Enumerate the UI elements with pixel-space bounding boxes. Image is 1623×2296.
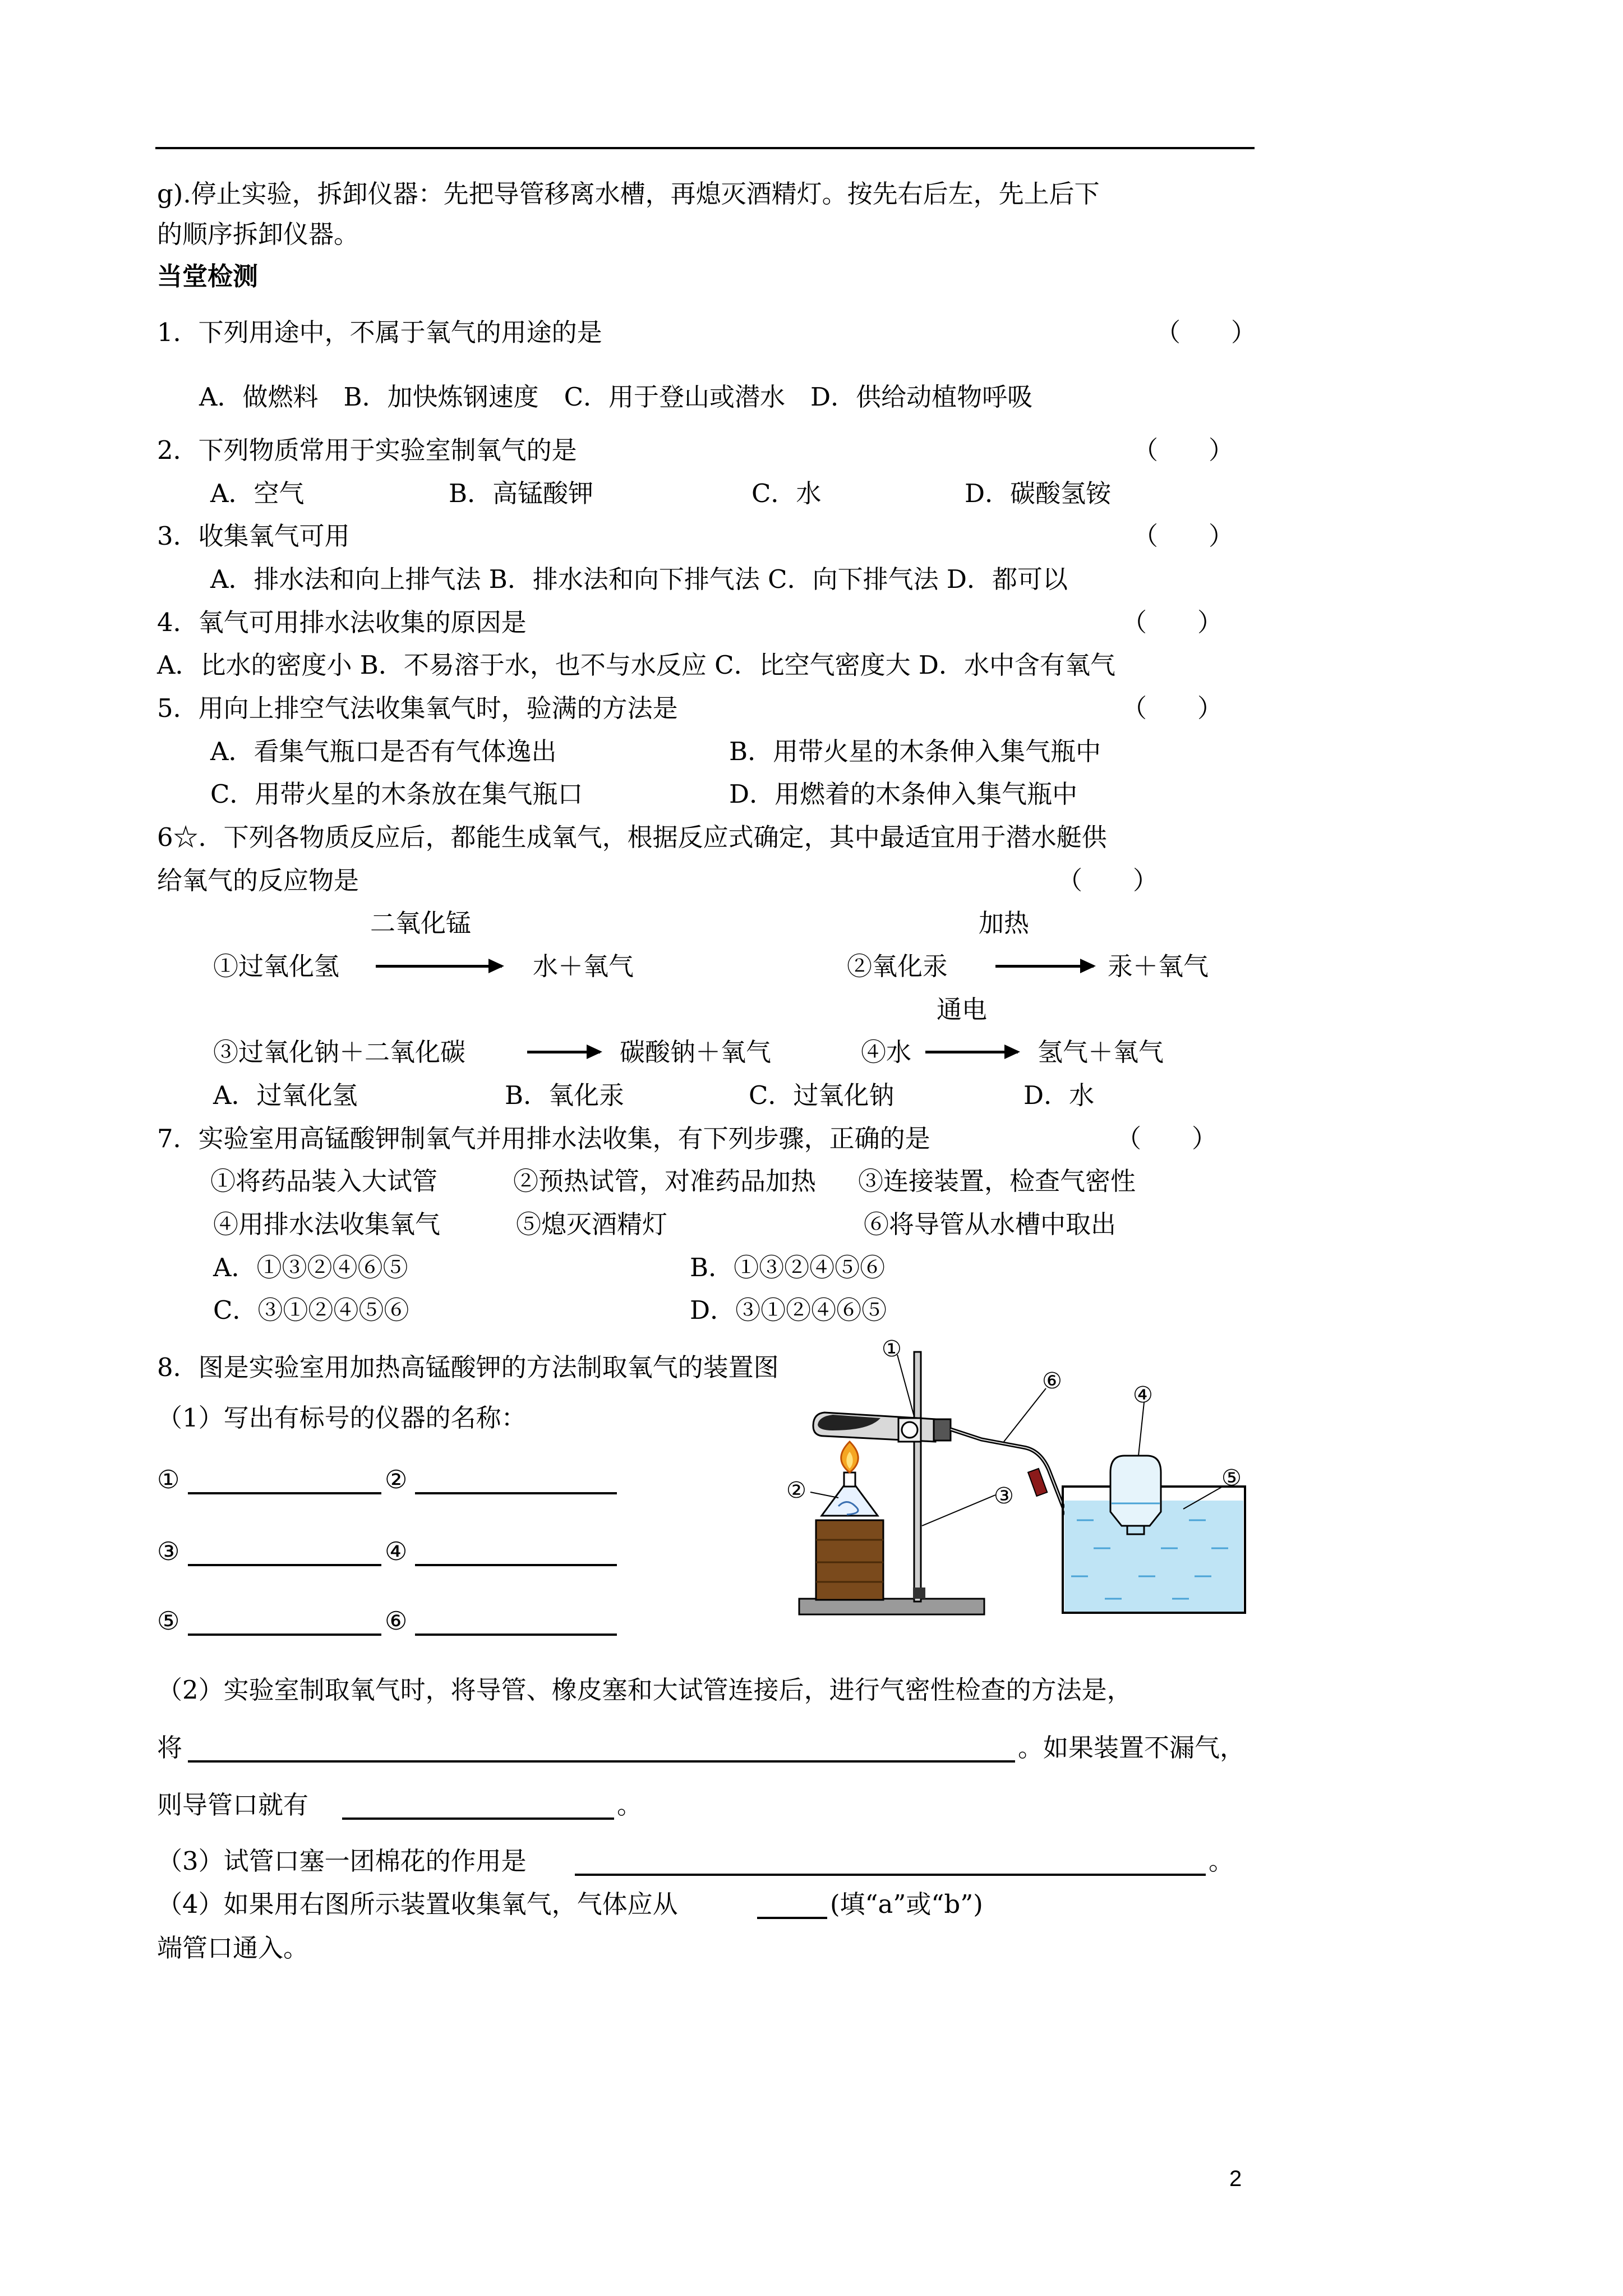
q8-sub4: （4）如果用右图所示装置收集氧气，气体应从 <box>157 1889 678 1919</box>
q5-stem: 5．用向上排空气法收集氧气时，验满的方法是 <box>157 693 678 723</box>
q2-option-c: C．水 <box>751 478 822 508</box>
figure-label-3: ③ <box>994 1483 1014 1509</box>
q8-sub3-end: 。 <box>1209 1846 1234 1876</box>
q6-option-d: D．水 <box>1023 1080 1095 1110</box>
q7-option-a: A．①③②④⑥⑤ <box>213 1253 408 1282</box>
figure-label-5: ⑤ <box>1221 1465 1242 1491</box>
reaction3-left: ③过氧化钠＋二氧化碳 <box>213 1037 466 1067</box>
reaction3-right: 碳酸钠＋氧气 <box>620 1037 772 1067</box>
reaction4-condition: 通电 <box>937 995 988 1024</box>
q6-line2: 给氧气的反应物是 <box>157 866 359 895</box>
q8-sub4-line2: 端管口通入。 <box>157 1933 309 1963</box>
blank1-line[interactable] <box>188 1492 381 1494</box>
q8-sub3: （3）试管口塞一团棉花的作用是 <box>157 1846 527 1876</box>
q7-step3: ③连接装置，检查气密性 <box>858 1166 1136 1196</box>
q7-option-d: D．③①②④⑥⑤ <box>690 1295 887 1325</box>
q5-option-c: C．用带火星的木条放在集气瓶口 <box>210 779 583 809</box>
blank5-line[interactable] <box>188 1634 381 1636</box>
blank2-line[interactable] <box>415 1492 617 1494</box>
step-g-line1: g).停止实验，拆卸仪器：先把导管移离水槽，再熄灭酒精灯。按先右后左，先上后下 <box>157 179 1100 209</box>
q7-option-b: B．①③②④⑤⑥ <box>690 1253 886 1282</box>
q2-option-b: B．高锰酸钾 <box>449 478 594 508</box>
reaction2-condition: 加热 <box>979 908 1030 938</box>
blank5-label: ⑤ <box>157 1606 180 1636</box>
q8-sub2-suffix: 。如果装置不漏气， <box>1018 1733 1246 1763</box>
reaction3-arrow <box>527 1051 600 1053</box>
q4-stem: 4．氧气可用排水法收集的原因是 <box>157 608 527 637</box>
section-title: 当堂检测 <box>157 261 259 291</box>
q8-sub1: （1）写出有标号的仪器的名称： <box>157 1403 527 1433</box>
blank3-label: ③ <box>157 1536 180 1566</box>
reaction1-condition: 二氧化锰 <box>370 908 472 938</box>
q7-bracket: （ ） <box>1116 1124 1218 1153</box>
q5-bracket: （ ） <box>1122 693 1223 723</box>
reaction1-arrow <box>376 965 502 968</box>
q8-sub4-end: (填“a”或“b”) <box>830 1889 983 1919</box>
figure-label-4: ④ <box>1133 1382 1153 1408</box>
q6-bracket: （ ） <box>1057 866 1159 895</box>
blank4-line[interactable] <box>415 1564 617 1566</box>
q6-option-b: B．氧化汞 <box>505 1080 625 1110</box>
q2-option-a: A．空气 <box>210 478 305 508</box>
page-number: 2 <box>1229 2166 1242 2191</box>
q7-step6: ⑥将导管从水槽中取出 <box>864 1209 1117 1239</box>
blank1-label: ① <box>157 1465 180 1494</box>
blank4-label: ④ <box>385 1536 408 1566</box>
q2-bracket: （ ） <box>1133 435 1234 465</box>
gas-collecting-bottle <box>1110 1456 1161 1534</box>
reaction2-arrow <box>995 965 1094 968</box>
figure-label-1: ① <box>882 1336 902 1362</box>
reaction2-right: 汞＋氧气 <box>1108 951 1209 981</box>
sub2-blank-method[interactable] <box>188 1760 1015 1763</box>
q7-step4: ④用排水法收集氧气 <box>213 1209 441 1239</box>
q3-options: A．排水法和向上排气法 B．排水法和向下排气法 C．向下排气法 D．都可以 <box>210 564 1068 594</box>
reaction2-left: ②氧化汞 <box>847 951 948 981</box>
q5-option-a: A．看集气瓶口是否有气体逸出 <box>210 737 557 766</box>
q7-step2: ②预热试管，对准药品加热 <box>513 1166 817 1196</box>
q2-stem: 2．下列物质常用于实验室制氧气的是 <box>157 435 577 465</box>
reaction4-arrow <box>925 1051 1018 1053</box>
q7-step5: ⑤熄灭酒精灯 <box>516 1209 668 1239</box>
header-rule <box>155 147 1255 149</box>
q7-option-c: C．③①②④⑤⑥ <box>213 1295 409 1325</box>
sub3-blank[interactable] <box>575 1874 1206 1876</box>
q1-bracket: （ ） <box>1155 318 1257 347</box>
q8-sub2-line1: （2）实验室制取氧气时，将导管、橡皮塞和大试管连接后，进行气密性检查的方法是， <box>157 1675 1132 1705</box>
q1-options: A．做燃料 B．加快炼钢速度 C．用于登山或潜水 D．供给动植物呼吸 <box>199 382 1033 412</box>
q8-sub2-line3: 则导管口就有 <box>157 1790 309 1820</box>
q2-option-d: D．碳酸氢铵 <box>965 478 1112 508</box>
step-g-line2: 的顺序拆卸仪器。 <box>157 219 359 249</box>
q4-bracket: （ ） <box>1122 608 1223 637</box>
figure-label-6: ⑥ <box>1042 1368 1062 1394</box>
q3-stem: 3．收集氧气可用 <box>157 521 350 551</box>
q5-option-b: B．用带火星的木条伸入集气瓶中 <box>729 737 1101 766</box>
reaction1-left: ①过氧化氢 <box>213 951 340 981</box>
q1-stem: 1．下列用途中，不属于氧气的用途的是 <box>157 318 602 347</box>
blank2-label: ② <box>385 1465 408 1494</box>
oxygen-apparatus-figure <box>735 1335 1262 1638</box>
test-tube <box>813 1412 951 1442</box>
reaction4-right: 氢气＋氧气 <box>1038 1037 1164 1067</box>
q8-sub2-prefix: 将 <box>157 1733 183 1763</box>
q6-option-a: A．过氧化氢 <box>213 1080 358 1110</box>
q6-line1: 6☆．下列各物质反应后，都能生成氧气，根据反应式确定，其中最适宜用于潜水艇供 <box>157 822 1107 852</box>
q8-stem: 8．图是实验室用加热高锰酸钾的方法制取氧气的装置图 <box>157 1352 779 1382</box>
q3-bracket: （ ） <box>1133 521 1234 551</box>
blank6-label: ⑥ <box>385 1606 408 1636</box>
q6-option-c: C．过氧化钠 <box>749 1080 895 1110</box>
figure-label-2: ② <box>786 1478 806 1503</box>
reaction1-right: 水＋氧气 <box>533 951 634 981</box>
q4-options: A．比水的密度小 B．不易溶于水，也不与水反应 C．比空气密度大 D．水中含有氧气 <box>157 650 1115 680</box>
reaction4-left: ④水 <box>861 1037 912 1067</box>
q7-step1: ①将药品装入大试管 <box>210 1166 438 1196</box>
blank3-line[interactable] <box>188 1564 381 1566</box>
sub2-blank-result[interactable] <box>342 1818 614 1820</box>
q5-option-d: D．用燃着的木条伸入集气瓶中 <box>729 779 1078 809</box>
wooden-block <box>816 1520 883 1600</box>
alcohol-lamp <box>822 1442 878 1516</box>
blank6-line[interactable] <box>415 1634 617 1636</box>
q8-sub2-line3-end: 。 <box>617 1790 643 1820</box>
sub4-blank[interactable] <box>757 1917 827 1919</box>
q7-stem: 7．实验室用高锰酸钾制氧气并用排水法收集，有下列步骤，正确的是 <box>157 1124 930 1153</box>
